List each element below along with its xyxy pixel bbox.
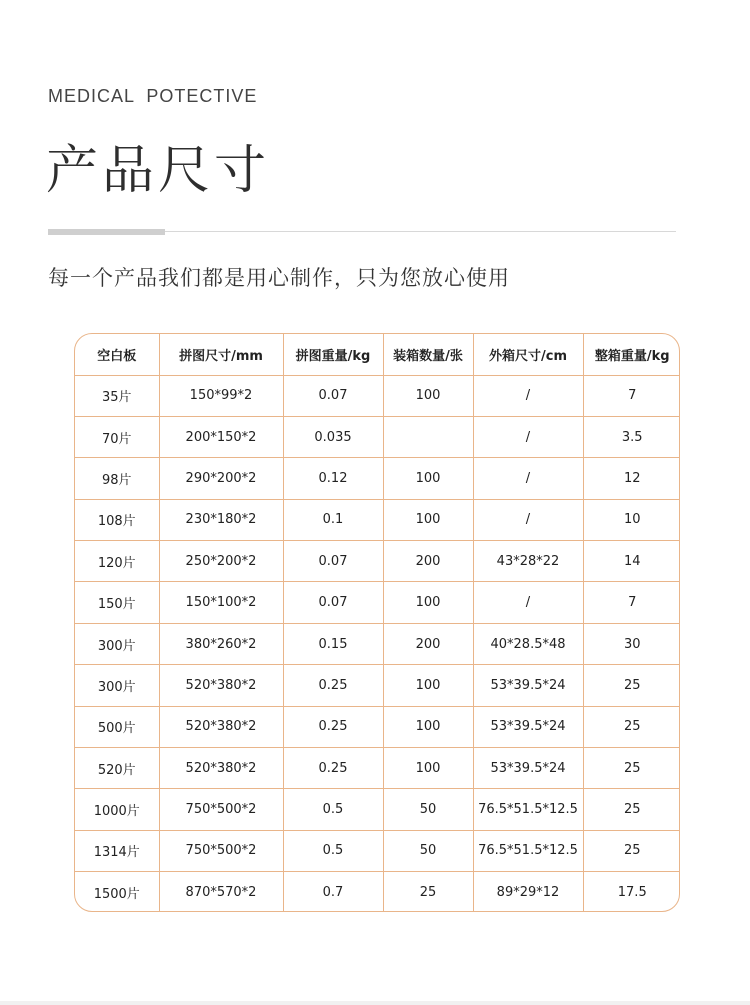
table-cell: / xyxy=(473,499,583,540)
column-header: 外箱尺寸/cm xyxy=(473,334,583,375)
table-body xyxy=(75,375,680,912)
table-cell: 25 xyxy=(583,748,680,789)
table-cell: 25 xyxy=(583,665,680,706)
table-cell: 520片 xyxy=(75,748,159,789)
table-cell xyxy=(383,416,473,457)
table-cell: 100 xyxy=(383,458,473,499)
table-cell: 0.5 xyxy=(283,789,383,830)
table-cell: 520*380*2 xyxy=(159,748,283,789)
table-cell: 250*200*2 xyxy=(159,541,283,582)
size-table-container xyxy=(74,333,680,912)
column-header: 装箱数量/张 xyxy=(383,334,473,375)
table-cell: 17.5 xyxy=(617,885,647,901)
table-cell: 35片 xyxy=(75,375,159,416)
table-cell: 300片 xyxy=(75,623,159,664)
table-cell: 100 xyxy=(383,499,473,540)
table-cell: 76.5*51.5*12.5 xyxy=(473,789,583,830)
table-cell: 10 xyxy=(583,499,680,540)
bottom-border xyxy=(0,1001,750,1005)
table-cell: 380*260*2 xyxy=(159,623,283,664)
table-cell: 100 xyxy=(383,706,473,747)
table-cell: 300片 xyxy=(75,665,159,706)
table-cell: 500片 xyxy=(75,706,159,747)
table-cell: 40*28.5*48 xyxy=(473,623,583,664)
table-cell: 1000片 xyxy=(75,789,159,830)
table-row xyxy=(75,748,680,789)
column-header: 空白板 xyxy=(75,334,159,375)
table-row xyxy=(75,789,680,830)
table-cell: 870*570*2 xyxy=(159,872,283,912)
table-row xyxy=(75,499,680,540)
table-row xyxy=(75,872,680,912)
table-cell: 108片 xyxy=(75,499,159,540)
table-row xyxy=(75,458,680,499)
column-header: 整箱重量/kg xyxy=(583,334,680,375)
page-title: 产品尺寸 xyxy=(46,141,271,201)
table-cell: 100 xyxy=(383,582,473,623)
table-cell: 0.1 xyxy=(283,499,383,540)
table-cell: 0.07 xyxy=(283,541,383,582)
table-cell: 200 xyxy=(383,623,473,664)
table-cell: 1314片 xyxy=(75,830,159,871)
table-cell: 0.07 xyxy=(283,375,383,416)
table-row xyxy=(75,665,680,706)
table-cell: 100 xyxy=(383,375,473,416)
table-cell: 120片 xyxy=(75,541,159,582)
table-cell: / xyxy=(473,582,583,623)
table-cell: 100 xyxy=(383,665,473,706)
table-cell: 53*39.5*24 xyxy=(473,706,583,747)
table-cell: 1500片 xyxy=(75,872,159,912)
table-cell: 25 xyxy=(583,706,680,747)
table-cell: 89*29*12 xyxy=(473,872,583,912)
table-cell: 0.035 xyxy=(283,416,383,457)
table-cell: 0.25 xyxy=(283,748,383,789)
table-cell: 150片 xyxy=(75,582,159,623)
table-cell: 750*500*2 xyxy=(159,830,283,871)
table-row xyxy=(75,541,680,582)
table-row xyxy=(75,582,680,623)
table-cell: / xyxy=(473,458,583,499)
column-header: 拼图尺寸/mm xyxy=(159,334,283,375)
table-cell: 200*150*2 xyxy=(159,416,283,457)
table-cell: 0.25 xyxy=(283,706,383,747)
table-cell: 0.07 xyxy=(283,582,383,623)
table-cell: 3.5 xyxy=(583,416,680,457)
product-size-table xyxy=(75,334,680,912)
table-cell: 520*380*2 xyxy=(159,706,283,747)
table-cell: 50 xyxy=(383,789,473,830)
table-cell: 30 xyxy=(583,623,680,664)
table-cell: 100 xyxy=(383,748,473,789)
table-cell: 76.5*51.5*12.5 xyxy=(473,830,583,871)
table-cell: 43*28*22 xyxy=(473,541,583,582)
table-cell: 50 xyxy=(383,830,473,871)
table-cell: 0.7 xyxy=(283,872,383,912)
table-cell: 230*180*2 xyxy=(159,499,283,540)
table-cell: 14 xyxy=(583,541,680,582)
table-cell: 150*99*2 xyxy=(159,375,283,416)
table-cell: 25 xyxy=(583,789,680,830)
table-row xyxy=(75,623,680,664)
table-cell: 25 xyxy=(583,830,680,871)
table-cell: 53*39.5*24 xyxy=(473,665,583,706)
divider-accent-bar xyxy=(48,229,165,235)
slogan-text: 每一个产品我们都是用心制作，只为您放心使用 xyxy=(48,266,510,290)
table-cell: 150*100*2 xyxy=(159,582,283,623)
table-cell: 70片 xyxy=(75,416,159,457)
english-subtitle: MEDICAL POTECTIVE xyxy=(48,86,258,106)
table-cell: 7 xyxy=(583,375,680,416)
table-row xyxy=(75,375,680,416)
table-cell: 0.5 xyxy=(283,830,383,871)
table-cell: 200 xyxy=(383,541,473,582)
table-cell: 0.12 xyxy=(283,458,383,499)
table-cell: 53*39.5*24 xyxy=(473,748,583,789)
table-cell: 7 xyxy=(583,582,680,623)
table-cell: 12 xyxy=(583,458,680,499)
table-cell: / xyxy=(473,375,583,416)
table-cell: / xyxy=(473,416,583,457)
table-cell: 0.15 xyxy=(283,623,383,664)
table-row xyxy=(75,416,680,457)
column-header: 拼图重量/kg xyxy=(283,334,383,375)
table-cell: 750*500*2 xyxy=(159,789,283,830)
table-cell: 0.25 xyxy=(283,665,383,706)
table-row xyxy=(75,830,680,871)
table-cell: 98片 xyxy=(75,458,159,499)
table-cell: 290*200*2 xyxy=(159,458,283,499)
table-header-row xyxy=(75,334,680,375)
table-row xyxy=(75,706,680,747)
table-cell: 520*380*2 xyxy=(159,665,283,706)
table-cell: 25 xyxy=(383,872,473,912)
